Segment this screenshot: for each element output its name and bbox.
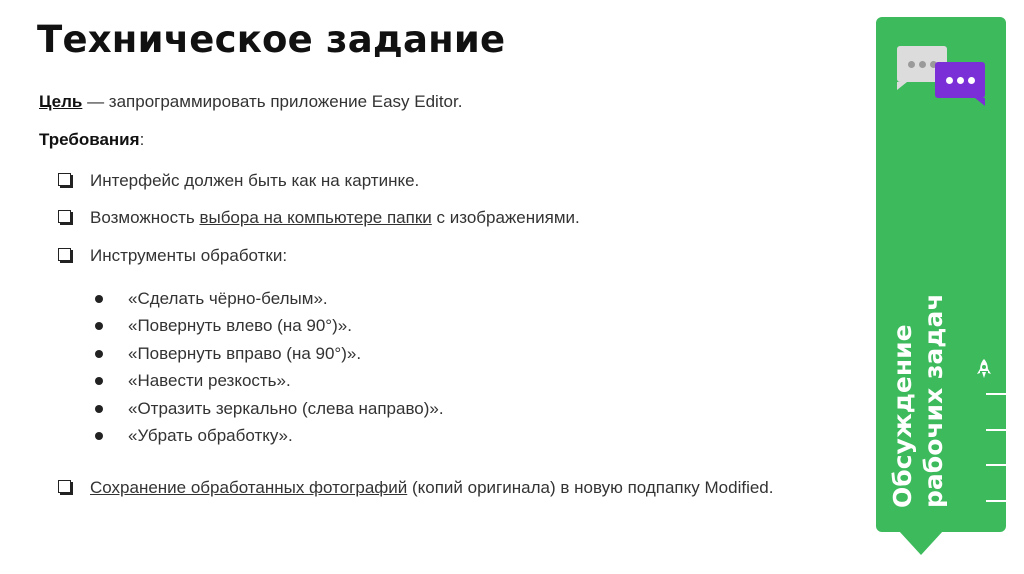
checkbox-icon [58, 248, 71, 261]
panel-tick [986, 500, 1007, 502]
goal-line [39, 92, 462, 112]
save-photos-link-text: Сохранение обработанных фотографий [90, 478, 408, 497]
requirements-heading: Требования: [39, 130, 145, 149]
panel-tick [986, 393, 1007, 395]
bullet-icon [95, 295, 103, 303]
checkbox-icon [58, 210, 71, 223]
bullet-icon [95, 350, 103, 358]
folder-selection-link-text: выбора на компьютере папки [199, 208, 432, 227]
panel-tick [986, 464, 1007, 466]
checklist-item-text: Инструменты обработки: [90, 246, 288, 265]
bullet-icon [95, 322, 103, 330]
checkbox-icon [58, 173, 71, 186]
panel-arrow-icon [899, 531, 943, 555]
panel-tick [986, 429, 1007, 431]
bullet-icon [95, 432, 103, 440]
slide-title: Техническое задание [37, 18, 506, 61]
checkbox-icon [58, 480, 71, 493]
requirements-label: Требования [39, 130, 140, 149]
goal-label: Цель [39, 92, 83, 111]
bullet-icon [95, 377, 103, 385]
rocket-icon [976, 358, 992, 382]
bullet-icon [95, 405, 103, 413]
checklist-item-text: Интерфейс должен быть как на картинке. [90, 171, 420, 190]
goal-text: — запрограммировать приложение Easy Editor. [82, 92, 463, 111]
panel-vertical-title: Обсуждение рабочих задач [888, 293, 948, 508]
purple-chat-bubble-icon [935, 62, 985, 98]
